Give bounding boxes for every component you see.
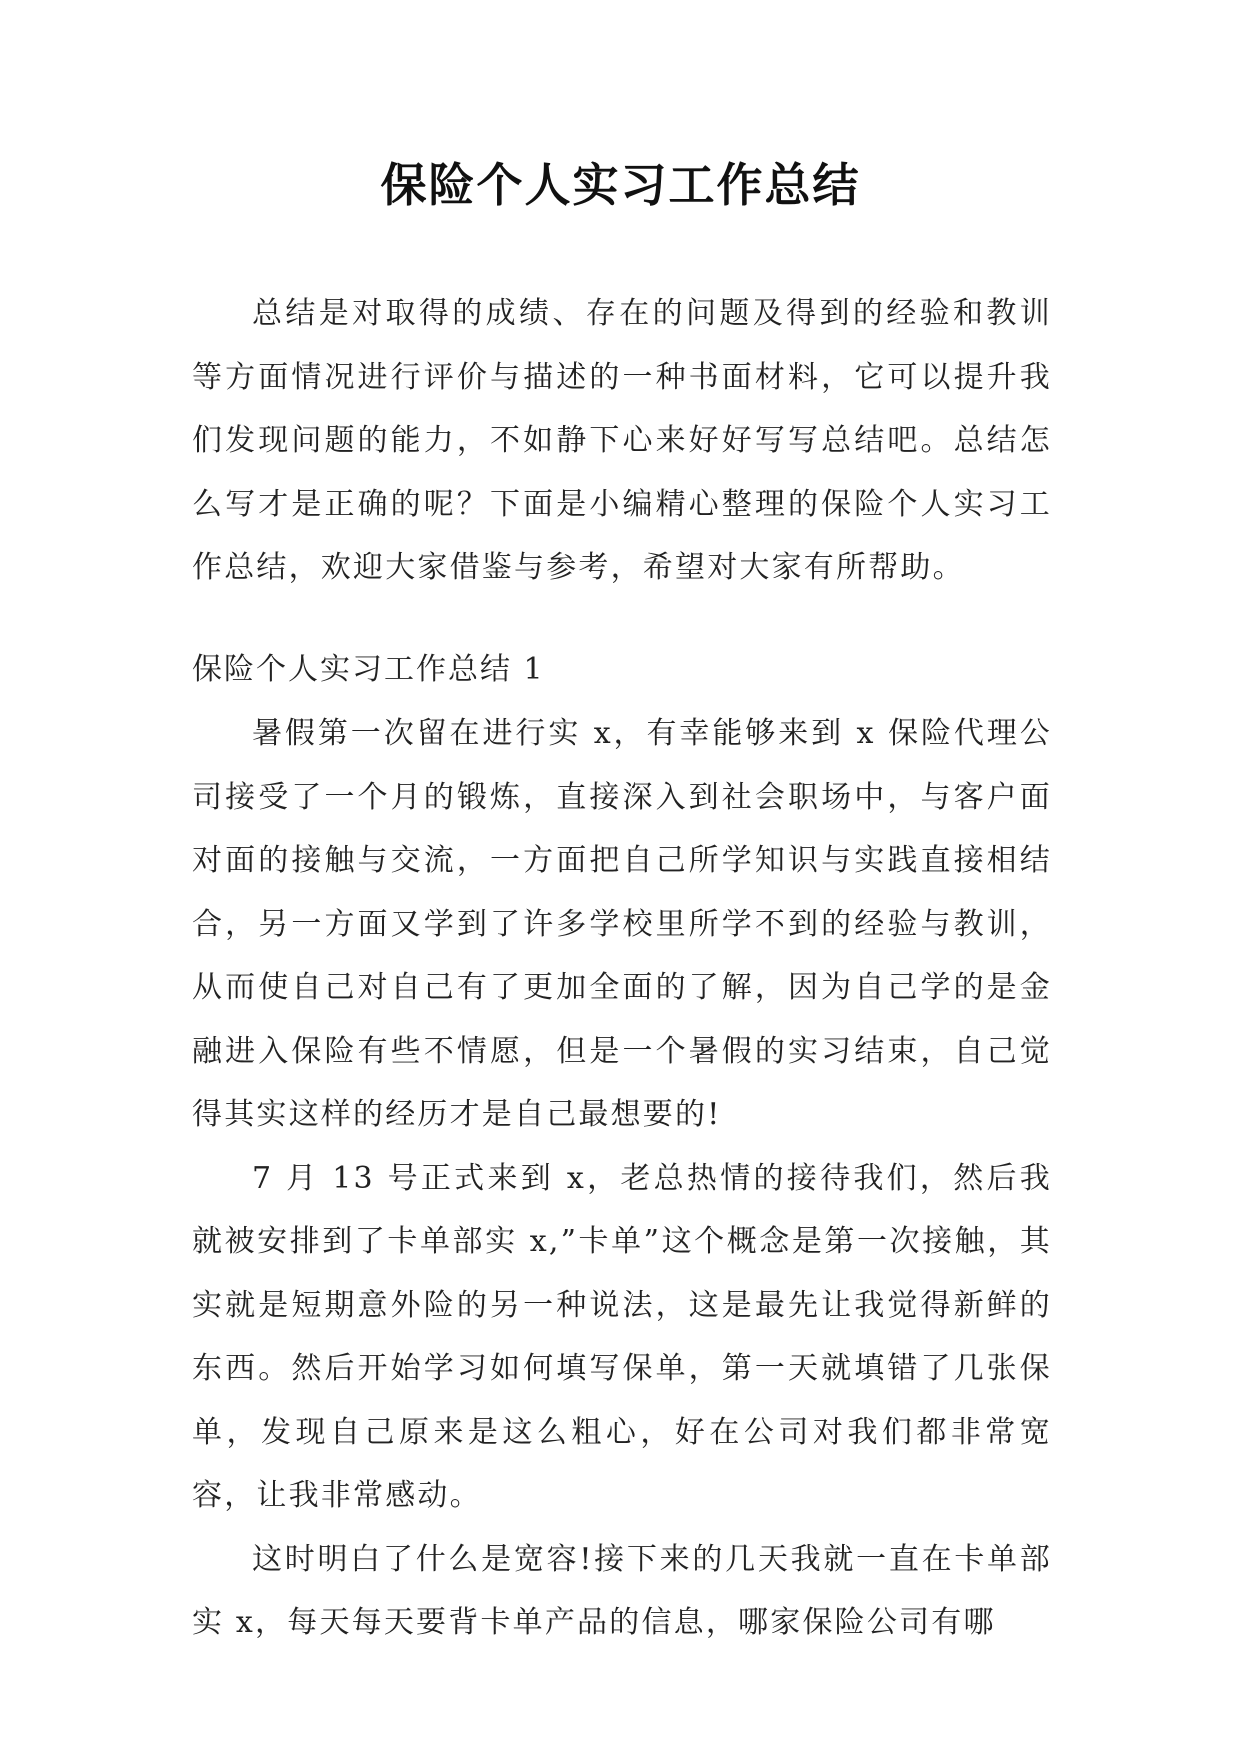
intro-paragraph: 总结是对取得的成绩、存在的问题及得到的经验和教训等方面情况进行评价与描述的一种书面材料，它可以提升我们发现问题的能力，不如静下心来好好写写总结吧。总结怎么写才是正确的呢？下面是小编精心整理的保险个人实习工作总结，欢迎大家借鉴与参考，希望对大家有所帮助。 bbox=[192, 296, 1052, 585]
paragraph: 7 月 13 号正式来到 x，老总热情的接待我们，然后我就被安排到了卡单部实 x,”卡单”这个概念是第一次接触，其实就是短期意外险的另一种说法，这是最先让我觉得新鲜的东西。然后开始学习如何填写保单，第一天就填错了几张保单，发现自己原来是这么粗心，好在公司对我们都非常宽容，让我非常感动。 bbox=[192, 1160, 1052, 1513]
paragraph: 暑假第一次留在进行实 x，有幸能够来到 x 保险代理公司接受了一个月的锻炼，直接深入到社会职场中，与客户面对面的接触与交流，一方面把自己所学知识与实践直接相结合，另一方面又学到了许多学校里所学不到的经验与教训，从而使自己对自己有了更加全面的了解，因为自己学的是金融进入保险有些不情愿，但是一个暑假的实习结束，自己觉得其实这样的经历才是自己最想要的! bbox=[192, 716, 1052, 1132]
paragraph: 这时明白了什么是宽容!接下来的几天我就一直在卡单部实 x，每天每天要背卡单产品的信息，哪家保险公司有哪 bbox=[192, 1541, 1052, 1640]
section-body bbox=[192, 702, 1052, 1655]
document-title: 保险个人实习工作总结 bbox=[380, 158, 861, 212]
intro-block bbox=[192, 282, 1052, 600]
section-heading: 保险个人实习工作总结 1 bbox=[192, 652, 545, 687]
